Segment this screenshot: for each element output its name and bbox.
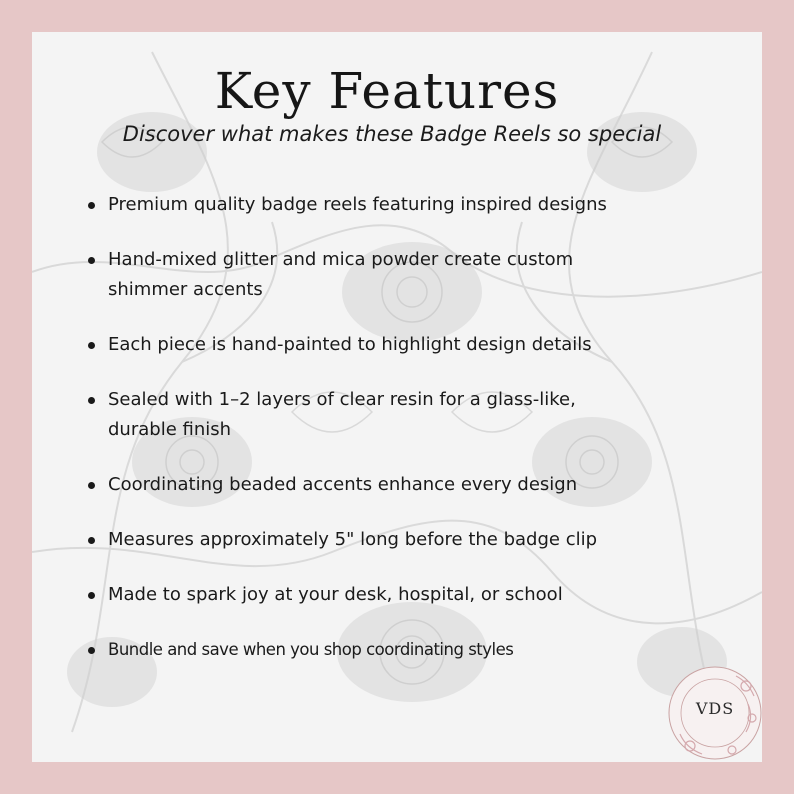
feature-text: Each piece is hand-painted to highlight design details	[108, 334, 592, 355]
logo-initials: VDS	[695, 699, 735, 718]
bullet-icon	[88, 482, 95, 489]
feature-text-continued: shimmer accents	[108, 279, 263, 300]
page-subtitle: Discover what makes these Badge Reels so special	[122, 122, 662, 146]
bullet-icon	[88, 257, 95, 264]
feature-text: Bundle and save when you shop coordinating styles	[108, 640, 514, 659]
bullet-icon	[88, 397, 95, 404]
feature-text: Measures approximately 5" long before the badge clip	[108, 529, 598, 550]
bullet-icon	[88, 342, 95, 349]
vds-logo	[666, 664, 764, 762]
feature-text-continued: durable finish	[108, 419, 232, 440]
feature-text: Premium quality badge reels featuring inspired designs	[108, 194, 607, 215]
feature-text: Sealed with 1–2 layers of clear resin for a glass-like,	[108, 389, 576, 410]
feature-item	[88, 245, 728, 305]
page-title: Key Features	[214, 62, 560, 120]
bullet-icon	[88, 592, 95, 599]
feature-item	[88, 470, 728, 500]
feature-item	[88, 525, 728, 555]
feature-item	[88, 580, 728, 610]
feature-item	[88, 330, 728, 360]
feature-item	[88, 385, 728, 445]
feature-list	[88, 190, 728, 690]
features-card	[32, 32, 762, 762]
bullet-icon	[88, 537, 95, 544]
feature-text: Made to spark joy at your desk, hospital, or school	[108, 584, 563, 605]
feature-item	[88, 635, 728, 665]
feature-text: Coordinating beaded accents enhance every design	[108, 474, 578, 495]
feature-text: Hand-mixed glitter and mica powder create custom	[108, 249, 574, 270]
feature-item	[88, 190, 728, 220]
bullet-icon	[88, 202, 95, 209]
bullet-icon	[88, 647, 95, 654]
